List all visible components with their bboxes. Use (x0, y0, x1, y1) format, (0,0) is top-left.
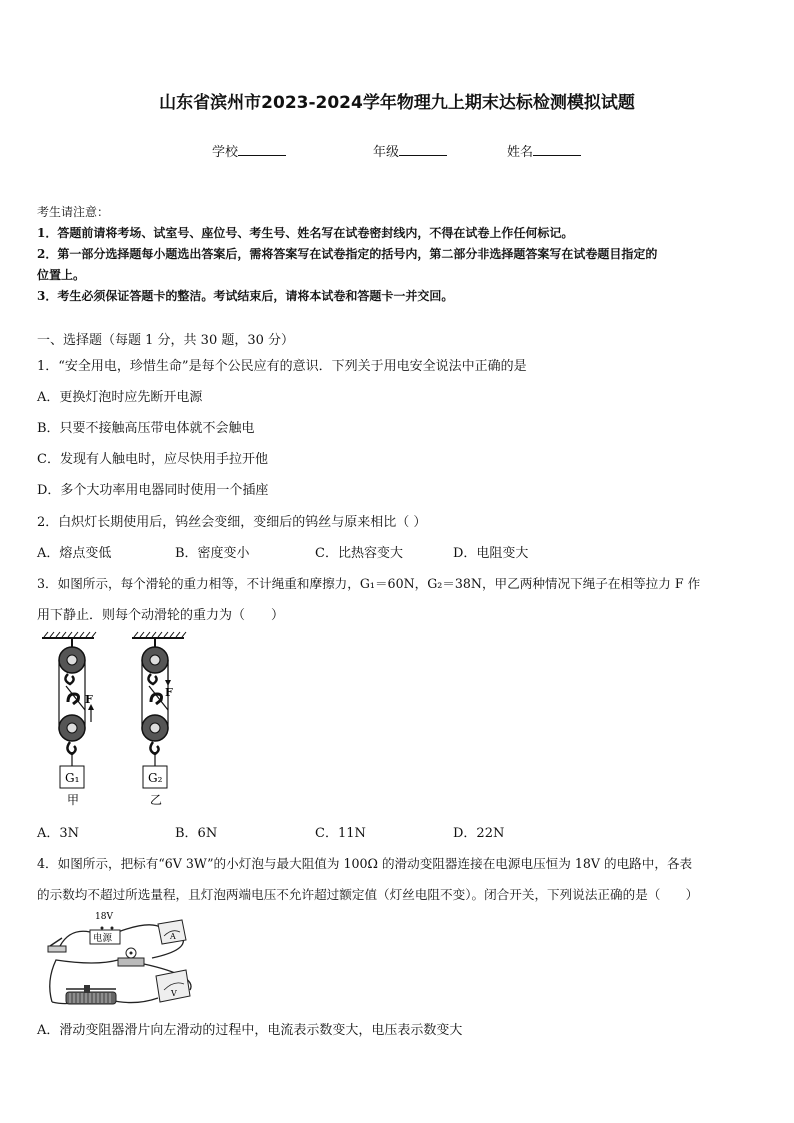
voltmeter-icon (156, 970, 190, 1002)
power-source (90, 912, 120, 944)
left-force-label: F (85, 693, 93, 706)
notice-heading: 考生请注意： (37, 205, 110, 219)
q2-option-a: A．熔点变低 (37, 546, 112, 561)
notice-item-2: 2．第一部分选择题每小题选出答案后，需将答案写在试卷指定的括号内，第二部分非选择题答案写在试卷题目指定的 (37, 247, 658, 261)
section-heading: 一、选择题（每题 1 分，共 30 题，30 分） (37, 333, 295, 348)
q4-option-a: A．滑动变阻器滑片向左滑动的过程中，电流表示数变大，电压表示数变大 (37, 1023, 463, 1038)
voltmeter-label: V (171, 989, 177, 998)
pulley-figure (38, 630, 198, 810)
q2-option-d: D．电阻变大 (453, 546, 529, 561)
q3-stem-line2: 用下静止．则每个动滑轮的重力为（ ） (37, 608, 285, 623)
notice-item-3: 3．考生必须保证答题卡的整洁。考试结束后，请将本试卷和答题卡一并交回。 (37, 289, 454, 303)
q3-option-c: C．11N (315, 826, 366, 841)
q3-option-d: D．22N (453, 826, 505, 841)
source-voltage-label: 18V (95, 912, 113, 922)
q1-option-c: C．发现有人触电时，应尽快用手拉开他 (37, 452, 268, 467)
right-pulley-system (142, 638, 173, 807)
q2-stem: 2．白炽灯长期使用后，钨丝会变细，变细后的钨丝与原来相比（ ） (37, 515, 427, 530)
left-caption: 甲 (67, 793, 80, 807)
page-title: 山东省滨州市2023-2024学年物理九上期末达标检测模拟试题 (159, 93, 635, 113)
grade-blank (399, 143, 447, 156)
grade-field (373, 141, 447, 160)
right-caption: 乙 (150, 793, 163, 807)
left-pulley-system (59, 638, 94, 807)
q3-option-a: A．3N (37, 826, 80, 841)
circuit-figure (40, 906, 200, 1010)
grade-label: 年级 (373, 145, 400, 160)
school-blank (238, 143, 286, 156)
name-field (507, 141, 581, 160)
q1-option-d: D．多个大功率用电器同时使用一个插座 (37, 483, 269, 498)
lamp-icon (118, 948, 144, 966)
q1-option-a: A．更换灯泡时应先断开电源 (37, 390, 203, 405)
ammeter-label: A (170, 932, 176, 941)
source-label: 电源 (93, 933, 113, 944)
right-force-label: F (165, 686, 173, 699)
q4-stem-line2: 的示数均不超过所选量程，且灯泡两端电压不允许超过额定值（灯丝电阻不变）。闭合开关，下列说法正确的是（ ） (37, 887, 699, 902)
left-ceiling (42, 632, 96, 638)
rheostat-icon (66, 985, 116, 1004)
school-field (212, 141, 286, 160)
notice-item-2-cont: 位置上。 (37, 268, 86, 282)
right-weight-label: G₂ (148, 771, 163, 785)
right-ceiling (132, 632, 186, 638)
q2-option-c: C．比热容变大 (315, 546, 403, 561)
q3-stem-line1: 3．如图所示，每个滑轮的重力相等，不计绳重和摩擦力，G₁＝60N，G₂＝38N，甲乙两种情况下绳子在相等拉力 F 作 (37, 576, 701, 591)
ammeter-icon (158, 920, 186, 944)
notice-item-1: 1．答题前请将考场、试室号、座位号、考生号、姓名写在试卷密封线内，不得在试卷上作任何标记。 (37, 226, 574, 240)
student-info-row (0, 141, 794, 159)
name-label: 姓名 (507, 145, 534, 160)
q1-stem: 1．“安全用电，珍惜生命”是每个公民应有的意识．下列关于用电安全说法中正确的是 (37, 359, 527, 374)
q2-option-b: B．密度变小 (175, 546, 250, 561)
name-blank (533, 143, 581, 156)
q1-option-b: B．只要不接触高压带电体就不会触电 (37, 421, 255, 436)
q3-option-b: B．6N (175, 826, 218, 841)
q4-stem-line1: 4．如图所示，把标有“6V 3W”的小灯泡与最大阻值为 100Ω 的滑动变阻器连接在电源电压恒为 18V 的电路中，各表 (37, 856, 693, 871)
school-label: 学校 (212, 145, 239, 160)
left-weight-label: G₁ (65, 771, 80, 785)
